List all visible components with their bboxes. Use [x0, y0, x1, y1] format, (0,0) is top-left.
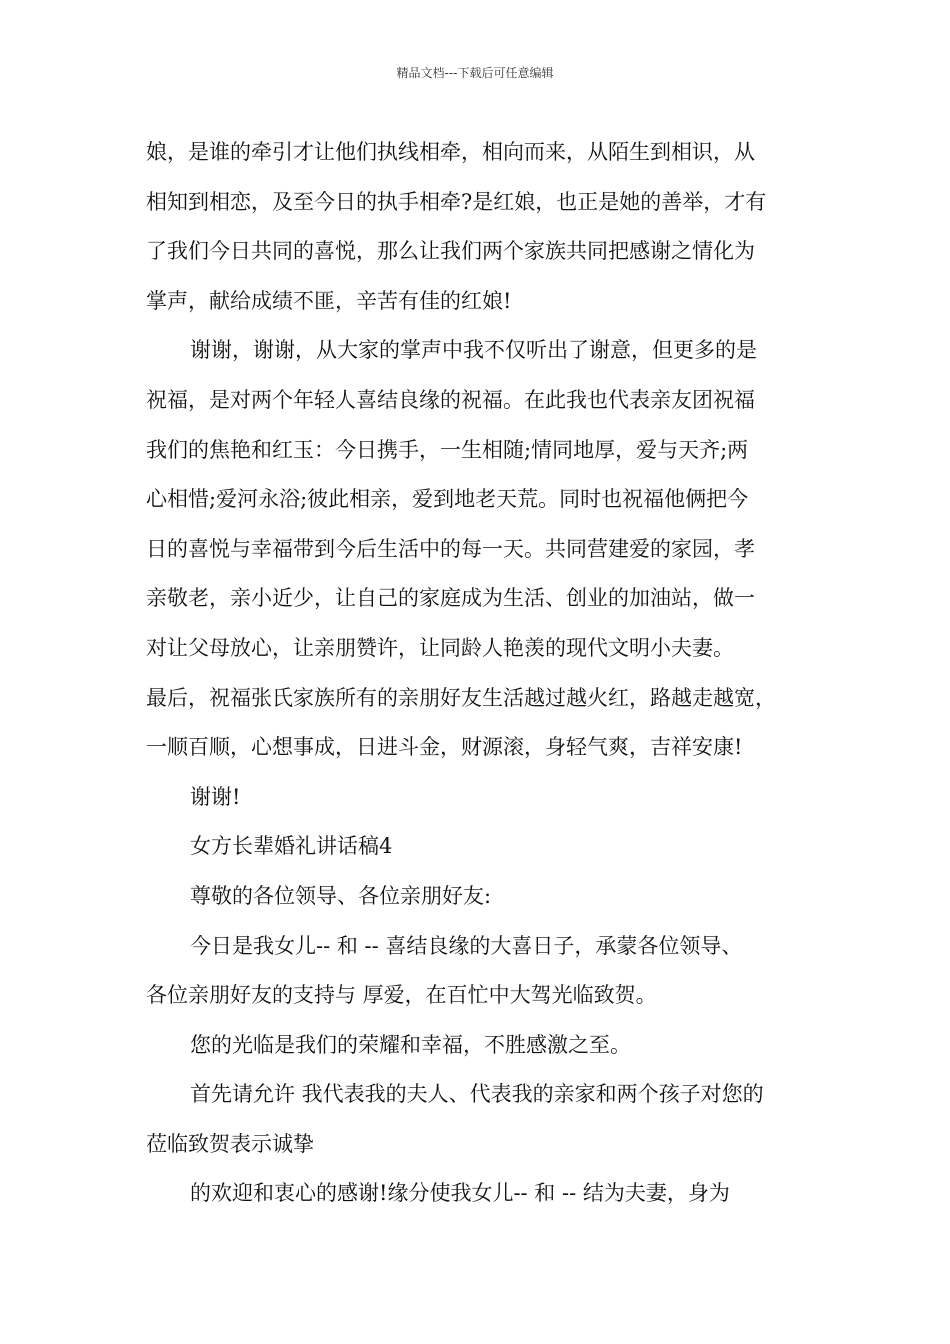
text-line: 各位亲朋好友的支持与 厚爱，在百忙中大驾光临致贺。 [146, 983, 657, 1008]
text-line: 首先请允许 我代表我的夫人、代表我的亲家和两个孩子对您的 [190, 1082, 764, 1107]
text-line: 莅临致贺表示诚挚 [146, 1131, 314, 1156]
text-line: 一顺百顺，心想事成，日进斗金，财源滚，身轻气爽，吉祥安康! [146, 735, 743, 760]
text-line: 了我们今日共同的喜悦，那么让我们两个家族共同把感谢之情化为 [146, 239, 755, 264]
text-line: 对让父母放心，让亲朋赞许，让同龄人艳羡的现代文明小夫妻。 [146, 635, 734, 660]
text-line: 谢谢! [190, 784, 241, 809]
text-line: 女方长辈婚礼讲话稿4 [190, 834, 393, 859]
text-line: 相知到相恋，及至今日的执手相牵?是红娘，也正是她的善举，才有 [146, 189, 767, 214]
text-line: 掌声，献给成绩不匪，辛苦有佳的红娘! [146, 288, 512, 313]
text-line: 今日是我女儿-- 和 -- 喜结良缘的大喜日子，承蒙各位领导、 [190, 933, 743, 958]
page-header: 精品文档---下载后可任意编辑 [396, 66, 554, 80]
text-line: 日的喜悦与幸福带到今后生活中的每一天。共同营建爱的家园，孝 [146, 536, 755, 561]
text-line: 亲敬老，亲小近少，让自己的家庭成为生活、创业的加油站，做一 [146, 586, 755, 611]
text-line: 谢谢，谢谢，从大家的掌声中我不仅听出了谢意，但更多的是 [190, 338, 757, 363]
document-body [146, 128, 836, 1219]
text-line: 您的光临是我们的荣耀和幸福，不胜感激之至。 [190, 1032, 631, 1057]
text-line: 娘，是谁的牵引才让他们执线相牵，相向而来，从陌生到相识，从 [146, 140, 755, 164]
text-line: 祝福，是对两个年轻人喜结良缘的祝福。在此我也代表亲友团祝福 [146, 387, 755, 412]
text-line: 我们的焦艳和红玉：今日携手，一生相随;情同地厚，爱与天齐;两 [146, 437, 749, 462]
text-line: 的欢迎和衷心的感谢!缘分使我女儿-- 和 -- 结为夫妻，身为 [190, 1181, 730, 1206]
text-line: 尊敬的各位领导、各位亲朋好友: [190, 883, 492, 908]
text-line: 最后，祝福张氏家族所有的亲朋好友生活越过越火红，路越走越宽， [146, 685, 776, 710]
text-line: 心相惜;爱河永浴;彼此相亲，爱到地老天荒。同时也祝福他俩把今 [146, 487, 749, 512]
